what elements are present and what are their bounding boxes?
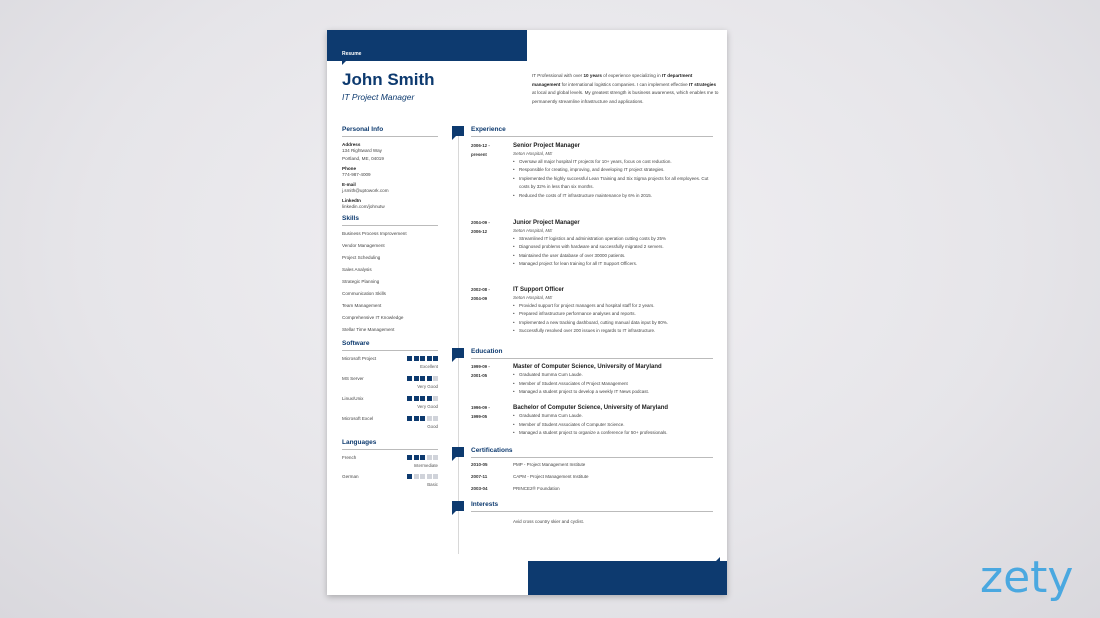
rating-dot xyxy=(420,455,425,460)
software-item-name: Linux/Unix xyxy=(342,396,364,401)
interests-text: Avid cross country skier and cyclist. xyxy=(513,519,584,524)
language-item xyxy=(342,455,438,474)
entry-company: Seton Hospital, ME xyxy=(513,295,553,300)
entry-date-end: 2006-12 xyxy=(471,228,488,234)
footer-bar-notch xyxy=(712,557,720,561)
rating-dot xyxy=(427,416,432,421)
timeline-line xyxy=(458,134,459,554)
left-column xyxy=(342,126,438,493)
software-item-level: Good xyxy=(427,424,438,429)
rating-dot xyxy=(420,474,425,479)
entry-bullet: • Graduated Summa Cum Laude. xyxy=(513,371,714,380)
skills-list xyxy=(342,231,438,339)
certification-row xyxy=(471,486,714,498)
rating-dot xyxy=(414,356,419,361)
entry-bullet: • Oversaw all major hospital IT projects for 10+ years, focus on cost reduction. xyxy=(513,158,714,167)
entry-dates xyxy=(471,286,509,303)
summary-part: IT Professional with over xyxy=(532,73,584,78)
languages-heading: Languages xyxy=(342,439,438,450)
language-item-name: French xyxy=(342,455,357,460)
rating-dot xyxy=(414,455,419,460)
education-heading: Education xyxy=(471,348,713,359)
software-item-name: Microsoft Project xyxy=(342,356,377,361)
language-item-level: Basic xyxy=(427,482,438,487)
entry-body xyxy=(513,219,714,269)
rating-dot xyxy=(407,376,412,381)
entry-date-end: 2004-09 xyxy=(471,295,488,301)
rating-dot xyxy=(414,396,419,401)
software-item-name: MS Server xyxy=(342,376,364,381)
entry-body xyxy=(513,142,714,200)
entry-title: Master of Computer Science, University of Maryland xyxy=(513,364,662,370)
entry-bullet: • Provided support for project managers and hospital staff for 2 years. xyxy=(513,302,714,311)
skill-item: Vendor Management xyxy=(342,243,385,248)
personal-info-heading: Personal Info xyxy=(342,126,438,137)
entry-bullet: • Managed a student project to organize a conference for 50+ professionals. xyxy=(513,429,714,438)
entry-date-end: 2001-05 xyxy=(471,372,488,378)
summary-part: IT strategies xyxy=(688,81,717,87)
entry-bullets xyxy=(513,412,714,438)
software-list xyxy=(342,356,438,436)
rating-dots xyxy=(407,396,438,401)
phone-value: 774-987-4009 xyxy=(342,172,371,177)
rating-dot xyxy=(433,416,438,421)
address-line: Portland, ME, 04019 xyxy=(342,156,384,161)
interests-heading: Interests xyxy=(471,501,713,512)
software-item xyxy=(342,396,438,416)
entry-date-start: 2004-09 - xyxy=(471,220,490,225)
address-label: Address xyxy=(342,142,361,147)
rating-dot xyxy=(407,356,412,361)
summary-part: of experience specializing in xyxy=(601,73,662,78)
certifications-heading: Certifications xyxy=(471,447,713,458)
entry-body xyxy=(513,286,714,336)
rating-dot xyxy=(414,376,419,381)
summary-part: at local and global levels. My greatest strength is business awareness, which enables me to permanently streamline infrastructure and applications. xyxy=(532,90,719,104)
certification-row xyxy=(471,462,714,474)
entry-date-start: 1996-09 - xyxy=(471,405,490,410)
rating-dot xyxy=(407,455,412,460)
entry-dates xyxy=(471,363,509,380)
entry-bullet: • Implemented the highly successful Lean Training and Six Sigma projects for all employees. Cut costs by 32% in less than six months. xyxy=(513,175,714,192)
section-flag-icon xyxy=(452,126,464,136)
software-item-level: Very Good xyxy=(417,404,438,409)
entry-bullet: • Successfully resolved over 200 issues in regards to IT infrastructure. xyxy=(513,327,714,336)
entry-dates xyxy=(471,219,509,236)
skill-item: Team Management xyxy=(342,303,382,308)
summary-part: IT department management xyxy=(532,73,693,87)
zety-logo: zety xyxy=(980,552,1074,603)
entry-bullet: • Implemented a new tracking dashboard, cutting manual data input by 80%. xyxy=(513,319,714,328)
skill-item: Communication Skills xyxy=(342,291,386,296)
software-item-level: Excellent xyxy=(420,364,438,369)
rating-dot xyxy=(433,356,438,361)
entry-date-start: 2002-08 - xyxy=(471,287,490,292)
rating-dot xyxy=(427,376,432,381)
email-label: E-mail xyxy=(342,182,356,187)
language-item-level: Intermediate xyxy=(413,463,438,468)
software-heading: Software xyxy=(342,340,438,351)
resume-page xyxy=(327,30,727,595)
language-item-name: German xyxy=(342,474,359,479)
entry-bullets xyxy=(513,371,714,397)
entry-dates xyxy=(471,404,509,421)
certification-row xyxy=(471,474,714,486)
entry-company: Seton Hospital, ME xyxy=(513,151,553,156)
certification-date: 2010-05 xyxy=(471,462,488,467)
rating-dot xyxy=(420,416,425,421)
rating-dot xyxy=(414,474,419,479)
rating-dot xyxy=(414,416,419,421)
certification-date: 2007-11 xyxy=(471,474,488,479)
rating-dot xyxy=(427,356,432,361)
linkedin-label: LinkedIn xyxy=(342,198,361,203)
skill-item: Sales Analysis xyxy=(342,267,372,272)
header-bar xyxy=(327,30,527,61)
rating-dot xyxy=(433,455,438,460)
header-bar-notch xyxy=(342,61,350,65)
entry-bullet: • Diagnosed problems with hardware and successfully migrated 2 servers. xyxy=(513,243,714,252)
rating-dot xyxy=(427,474,432,479)
footer-bar xyxy=(528,561,727,595)
rating-dots xyxy=(407,376,438,381)
rating-dots xyxy=(407,356,438,361)
entry-date-end: 1999-05 xyxy=(471,413,488,419)
entry-bullet: • Prepared infrastructure performance analyses and reports. xyxy=(513,310,714,319)
entry-date-start: 2006-12 - xyxy=(471,143,490,148)
entry-bullet: • Member of Student Associates of Computer Science. xyxy=(513,421,714,430)
entry-bullets xyxy=(513,158,714,201)
summary-paragraph xyxy=(532,72,719,106)
entry-bullet: • Member of Student Associates of Project Management xyxy=(513,380,714,389)
entry-body xyxy=(513,363,714,397)
rating-dot xyxy=(433,396,438,401)
rating-dots xyxy=(407,416,438,421)
entry-bullet: • Graduated Summa Cum Laude. xyxy=(513,412,714,421)
skill-item: Comprehensive IT Knowledge xyxy=(342,315,404,320)
entry-bullet: • Reduced the costs of IT infrastructure maintenance by 6% in 2015. xyxy=(513,192,714,201)
resume-label: Resume xyxy=(342,51,362,57)
skill-item: Strategic Planning xyxy=(342,279,380,284)
software-item-name: Microsoft Excel xyxy=(342,416,374,421)
email-value: j.smith@uptowork.com xyxy=(342,188,389,193)
software-item-level: Very Good xyxy=(417,384,438,389)
entry-bullet: • Managed a student project to develop a weekly IT News podcast. xyxy=(513,388,714,397)
languages-list xyxy=(342,455,438,493)
experience-heading: Experience xyxy=(471,126,713,137)
entry-date-start: 1999-09 - xyxy=(471,364,490,369)
entry-dates xyxy=(471,142,509,159)
candidate-title: IT Project Manager xyxy=(342,92,415,102)
skill-item: Business Process Improvement xyxy=(342,231,407,236)
entry-company: Seton Hospital, ME xyxy=(513,228,553,233)
entry-body xyxy=(513,404,714,438)
phone-label: Phone xyxy=(342,166,357,171)
entry-title: Senior Project Manager xyxy=(513,143,581,149)
language-item xyxy=(342,474,438,493)
section-flag-icon xyxy=(452,447,464,457)
certification-name: PMP - Project Management Institute xyxy=(513,462,586,467)
linkedin-value: linkedin.com/johnutw xyxy=(342,204,385,209)
rating-dot xyxy=(427,396,432,401)
rating-dot xyxy=(407,416,412,421)
address-line: 134 Rightward Way xyxy=(342,148,382,153)
certification-name: PRINCE2® Foundation xyxy=(513,486,560,491)
entry-date-end: present xyxy=(471,151,487,157)
entry-bullet: • Managed project for lean training for all IT Support Officers. xyxy=(513,260,714,269)
rating-dot xyxy=(420,376,425,381)
entry-bullets xyxy=(513,235,714,269)
certification-date: 2003-04 xyxy=(471,486,488,491)
rating-dot xyxy=(420,356,425,361)
summary-part: 10 years xyxy=(583,73,602,78)
summary-part: for international logistics companies. I can implement effective xyxy=(560,81,689,87)
rating-dots xyxy=(407,455,438,460)
skills-heading: Skills xyxy=(342,215,438,226)
entry-bullet: • Maintained the user database of over 30000 patients. xyxy=(513,252,714,261)
skill-item: Project Scheduling xyxy=(342,255,381,260)
entry-title: Junior Project Manager xyxy=(513,220,580,226)
rating-dot xyxy=(433,474,438,479)
software-item xyxy=(342,356,438,376)
software-item xyxy=(342,416,438,436)
section-flag-icon xyxy=(452,348,464,358)
section-flag-icon xyxy=(452,501,464,511)
rating-dots xyxy=(407,474,438,479)
rating-dot xyxy=(420,396,425,401)
address-value xyxy=(342,147,438,163)
candidate-name: John Smith xyxy=(342,70,435,89)
rating-dot xyxy=(433,376,438,381)
software-item xyxy=(342,376,438,396)
rating-dot xyxy=(427,455,432,460)
entry-title: IT Support Officer xyxy=(513,287,564,293)
rating-dot xyxy=(407,396,412,401)
entry-bullet: • Streamlined IT logistics and administration operation cutting costs by 25% xyxy=(513,235,714,244)
certification-name: CAPM - Project Management Institute xyxy=(513,474,589,479)
entry-bullet: • Responsible for creating, improving, and developing IT project strategies. xyxy=(513,166,714,175)
entry-title: Bachelor of Computer Science, University of Maryland xyxy=(513,405,669,411)
skill-item: Stellar Time Management xyxy=(342,327,395,332)
rating-dot xyxy=(407,474,412,479)
entry-bullets xyxy=(513,302,714,336)
